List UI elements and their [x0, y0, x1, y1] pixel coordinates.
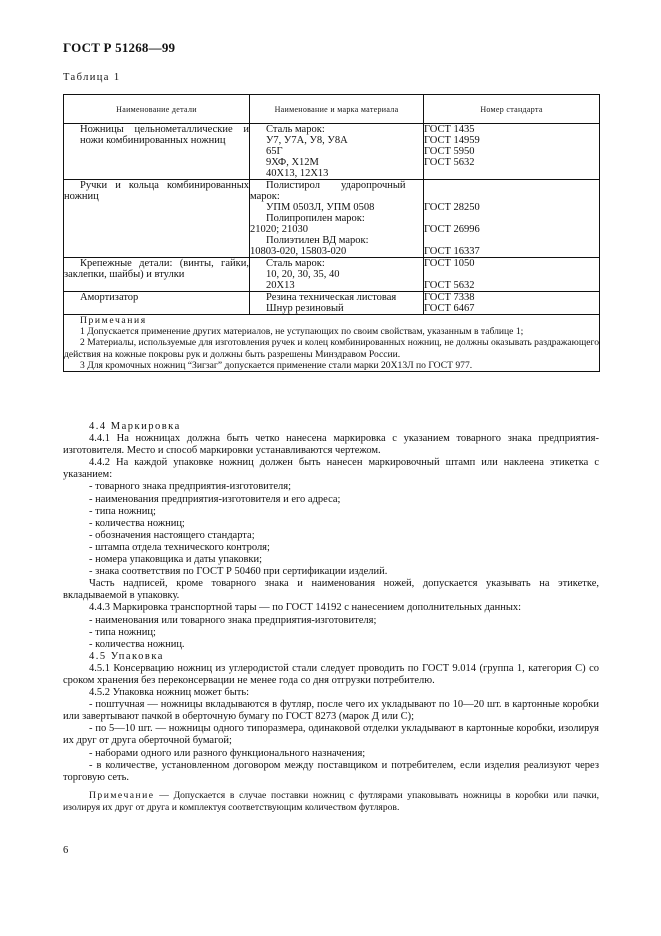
standard-line: ГОСТ 1050: [424, 258, 475, 269]
standard-line: [424, 235, 599, 246]
materials-table: [63, 94, 600, 372]
part-name: Крепежные детали: (винты, гайки, заклепки, шайбы) и втулки: [64, 258, 249, 280]
paragraph-4-5-2: 4.5.2 Упаковка ножниц может быть:: [89, 687, 250, 699]
list-item: - товарного знака предприятия-изготовителя;: [89, 481, 292, 493]
part-name: Ручки и кольца комбинированных ножниц: [64, 180, 249, 202]
material-line: 10803-020, 15803-020: [250, 246, 347, 257]
note-label: Примечание: [89, 789, 155, 801]
material-line: марок:: [250, 191, 280, 202]
standard-line: [424, 269, 599, 280]
material-line: Полистирол ударопрочный: [266, 180, 406, 191]
material-line: Резина техническая листовая: [266, 292, 397, 303]
table-header-row: [64, 95, 600, 124]
section-title-packaging: 4.5 Упаковка: [89, 650, 164, 662]
standard-line: ГОСТ 5632: [424, 280, 475, 291]
paragraph-4-4-3: 4.4.3 Маркировка транспортной тары — по ГОСТ 14192 с нанесением дополнительных данных:: [89, 602, 522, 614]
material-cell: [250, 292, 424, 315]
list-item: - типа ножниц;: [89, 626, 156, 638]
material-line: Полиэтилен ВД марок:: [266, 235, 369, 246]
part-cell: [64, 292, 250, 315]
table-notes-row: [64, 315, 600, 372]
material-line: 40Х13, 12Х13: [266, 168, 329, 179]
part-cell: [64, 124, 250, 180]
standard-cell: [424, 180, 600, 258]
standard-line: ГОСТ 7338: [424, 292, 475, 303]
material-line: Полипропилен марок:: [266, 213, 365, 224]
material-cell: [250, 258, 424, 292]
table-row: [64, 124, 600, 180]
standard-line: ГОСТ 26996: [424, 224, 480, 235]
document-header: ГОСТ Р 51268—99: [63, 40, 176, 55]
packaging-note: [63, 790, 599, 814]
column-header-standard: Номер стандарта: [424, 95, 600, 124]
paragraph-4-4-2-b: Часть надписей, кроме товарного знака и наименования ножей, допускается указывать на этикетке, вкладываемой в упаковку.: [63, 578, 599, 602]
list-item: - типа ножниц;: [89, 505, 156, 517]
standard-line: ГОСТ 14959: [424, 135, 480, 146]
table-row: [64, 292, 600, 315]
material-line: УПМ 0503Л, УПМ 0508: [266, 202, 375, 213]
standard-line: [424, 213, 599, 224]
standard-line: [424, 191, 599, 202]
table-notes: [64, 315, 600, 372]
list-item: - количества ножниц.: [89, 638, 185, 650]
list-item: - штампа отдела технического контроля;: [89, 541, 270, 553]
table-caption: Таблица 1: [63, 72, 121, 83]
material-line: 9ХФ, Х12М: [266, 157, 319, 168]
list-item: - количества ножниц;: [89, 517, 185, 529]
note-item: 1 Допускается применение других материалов, не уступающих по своим свойствам, указанным в таблице 1;: [80, 326, 524, 338]
column-header-material: Наименование и марка материала: [250, 95, 424, 124]
paragraph-4-4-1: 4.4.1 На ножницах должна быть четко нанесена маркировка с указанием товарного знака предприятия-изготовителя. Место и способ маркировки устанавливаются чертежом.: [63, 433, 599, 457]
table-row: [64, 258, 600, 292]
list-item: - номера упаковщика и даты упаковки;: [89, 554, 263, 566]
list-item: - поштучная — ножницы вкладываются в футляр, после чего их укладывают по 10—20 шт. в картонные коробки или завертывают пачкой в оберточную бумагу по ГОСТ 8273 (марок Д или С);: [63, 699, 599, 723]
list-item: - наименования или товарного знака предприятия-изготовителя;: [89, 614, 377, 626]
material-cell: [250, 180, 424, 258]
part-cell: [64, 180, 250, 258]
list-item: - наименования предприятия-изготовителя и его адреса;: [89, 493, 341, 505]
table-row: [64, 180, 600, 258]
standard-line: ГОСТ 5950: [424, 146, 475, 157]
material-line: У7, У7А, У8, У8А: [266, 135, 348, 146]
standard-line: [424, 180, 599, 191]
notes-title: Примечания: [80, 315, 147, 326]
list-item: - знака соответствия по ГОСТ Р 50460 при сертификации изделий.: [89, 566, 388, 578]
section-title-marking: 4.4 Маркировка: [89, 421, 181, 432]
note-item: 3 Для кромочных ножниц “Зигзаг” допускается применение стали марки 20Х13Л по ГОСТ 977.: [80, 359, 473, 371]
standard-line: ГОСТ 28250: [424, 202, 480, 213]
material-line: 21020; 21030: [250, 224, 309, 235]
note-item: 2 Материалы, используемые для изготовления ручек и колец комбинированных ножниц, не должны оказывать раздражающего действия на кожные покровы рук и должны быть разрешены Минздравом России.: [64, 337, 599, 360]
part-cell: [64, 258, 250, 292]
part-name: Ножницы цельнометаллические и ножи комбинированных ножниц: [80, 124, 249, 146]
material-line: Шнур резиновый: [266, 303, 344, 314]
standard-line: ГОСТ 16337: [424, 246, 480, 257]
material-line: Сталь марок:: [266, 258, 325, 269]
list-item: - наборами одного или разного функционального назначения;: [89, 747, 366, 759]
standard-cell: [424, 292, 600, 315]
material-cell: [250, 124, 424, 180]
page-number: 6: [63, 845, 69, 856]
material-line: 20Х13: [266, 280, 295, 291]
list-item: - по 5—10 шт. — ножницы одного типоразмера, одинаковой отделки укладывают в картонные коробки, изолируя их друг от друга оберточной бумагой;: [63, 723, 599, 747]
standard-line: ГОСТ 5632: [424, 157, 475, 168]
standard-cell: [424, 258, 600, 292]
part-name: Амортизатор: [80, 292, 139, 303]
material-line: Сталь марок:: [266, 124, 325, 135]
column-header-part: Наименование детали: [64, 95, 250, 124]
paragraph-4-5-1: 4.5.1 Консервацию ножниц из углеродистой стали следует проводить по ГОСТ 9.014 (группа 1, категория С) со сроком хранения без переконсервации не менее года со дня отгрузки потребителю.: [63, 662, 599, 686]
standard-cell: [424, 124, 600, 180]
material-line: 10, 20, 30, 35, 40: [266, 269, 340, 280]
standard-line: ГОСТ 6467: [424, 303, 475, 314]
list-item: - обозначения настоящего стандарта;: [89, 529, 255, 541]
material-line: 65Г: [266, 146, 283, 157]
standard-line: ГОСТ 1435: [424, 124, 475, 135]
document-body: [63, 421, 599, 814]
paragraph-4-4-2: 4.4.2 На каждой упаковке ножниц должен быть нанесен маркировочный штамп или наклеена этикетка с указанием:: [63, 457, 599, 481]
list-item: - в количестве, установленном договором между поставщиком и потребителем, если изделия реализуют через торговую сеть.: [63, 759, 599, 783]
note-text: — Допускается в случае поставки ножниц с футлярами упаковывать ножницы в коробки или пачки, изолируя их друг от друга и комплектуя соответствующим количеством футляров.: [63, 789, 599, 813]
